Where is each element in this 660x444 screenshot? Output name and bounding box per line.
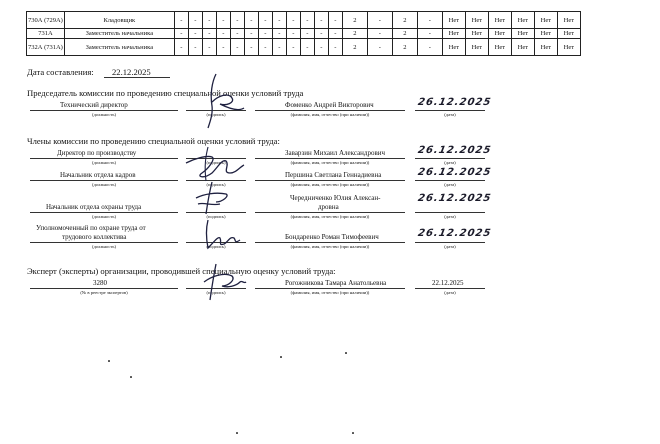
table-cell: - — [244, 29, 258, 39]
table-cell: Нет — [557, 12, 580, 29]
table-cell: - — [202, 39, 216, 56]
signature-line — [415, 110, 485, 111]
caption-position: (должность) — [91, 182, 117, 187]
scan-speck — [130, 376, 132, 378]
caption-fio: (фамилия, имя, отчество (при наличии)) — [290, 160, 370, 165]
signature-line — [415, 158, 485, 159]
table-cell: Нет — [442, 29, 465, 39]
table-cell: Нет — [511, 39, 534, 56]
scan-speck — [280, 356, 282, 358]
signature-line — [255, 180, 405, 181]
caption-position: (должность) — [91, 112, 117, 117]
signature-line — [415, 212, 485, 213]
caption-fio: (фамилия, имя, отчество (при наличии)) — [290, 182, 370, 187]
member-name: Першина Светлана Геннадиевна — [285, 171, 382, 179]
table-cell: 2 — [342, 29, 367, 39]
member-name: Заварзин Михаил Александрович — [285, 149, 386, 157]
chairman-date: 26.12.2025 — [417, 97, 493, 108]
row-name: Заместитель начальника — [64, 39, 174, 56]
caption-date: (дата) — [444, 244, 456, 249]
table-cell: - — [328, 12, 342, 29]
table-row — [27, 12, 581, 29]
table-cell: - — [272, 39, 286, 56]
table-cell: 2 — [392, 39, 417, 56]
table-cell: 2 — [342, 12, 367, 29]
table-cell: - — [272, 12, 286, 29]
caption-fio: (фамилия, имя, отчество (при наличии)) — [290, 214, 370, 219]
member-signature — [190, 180, 234, 216]
table-cell: - — [230, 39, 244, 56]
table-cell: 2 — [392, 12, 417, 29]
member-date: 26.12.2025 — [417, 193, 493, 204]
table-cell: - — [286, 12, 300, 29]
caption-date: (дата) — [444, 290, 456, 295]
caption-date: (дата) — [444, 112, 456, 117]
table-cell: Нет — [511, 12, 534, 29]
members-heading: Члены комиссии по проведению специальной оценки условий труда: — [27, 136, 280, 146]
table-row — [27, 39, 581, 56]
expert-heading: Эксперт (эксперты) организации, проводившей специальную оценку условий труда: — [27, 266, 336, 276]
table-cell: - — [367, 39, 392, 56]
signature-line — [30, 288, 178, 289]
table-cell: - — [216, 39, 230, 56]
table-cell: - — [188, 29, 202, 39]
signature-line — [255, 288, 405, 289]
row-name: Заместитель начальника — [64, 29, 174, 39]
caption-signature: (подпись) — [206, 182, 226, 187]
member-name-line1: Чередниченко Юлия Алексан- — [290, 194, 381, 202]
caption-date: (дата) — [444, 214, 456, 219]
scan-speck — [108, 360, 110, 362]
member-position: Начальник отдела охраны труда — [46, 203, 142, 211]
table-cell: - — [174, 39, 188, 56]
member-name-line2: дровна — [318, 203, 339, 211]
table-cell: - — [258, 29, 272, 39]
table-cell: - — [367, 12, 392, 29]
table-cell: - — [417, 39, 442, 56]
table-cell: - — [417, 12, 442, 29]
table-cell: Нет — [557, 39, 580, 56]
table-cell: - — [258, 12, 272, 29]
table-cell: - — [216, 29, 230, 39]
signature-line — [255, 110, 405, 111]
table-cell: - — [286, 29, 300, 39]
table-cell: Нет — [442, 39, 465, 56]
scan-speck — [352, 432, 354, 434]
row-name: Кладовщик — [64, 12, 174, 29]
table-cell: Нет — [488, 39, 511, 56]
table-cell: - — [314, 12, 328, 29]
table-cell: - — [188, 39, 202, 56]
expert-date: 22.12.2025 — [432, 279, 464, 287]
caption-signature: (подпись) — [206, 214, 226, 219]
signature-line — [30, 180, 178, 181]
table-cell: - — [286, 39, 300, 56]
table-cell: - — [202, 12, 216, 29]
row-code: 731А — [27, 29, 65, 39]
signature-line — [30, 212, 178, 213]
chairman-signature — [198, 72, 248, 132]
table-cell: - — [328, 39, 342, 56]
caption-signature: (подпись) — [206, 244, 226, 249]
table-cell: Нет — [488, 12, 511, 29]
table-cell: Нет — [465, 29, 488, 39]
caption-date: (дата) — [444, 182, 456, 187]
chairman-position: Технический директор — [60, 101, 128, 109]
date-compiled-line — [104, 77, 170, 78]
expert-name: Рогожникова Тамара Анатольевна — [285, 279, 387, 287]
table-cell: - — [230, 29, 244, 39]
signature-line — [30, 110, 178, 111]
member-position-line1: Уполномоченный по охране труда от — [36, 224, 146, 232]
member-position: Директор по производству — [57, 149, 137, 157]
table-cell: Нет — [488, 29, 511, 39]
table-cell: - — [174, 12, 188, 29]
signature-line — [255, 212, 405, 213]
table-cell: - — [367, 29, 392, 39]
table-cell: Нет — [534, 39, 557, 56]
table-cell: - — [230, 12, 244, 29]
caption-registry: (№ в реестре экспертов) — [80, 290, 128, 295]
caption-position: (должность) — [91, 244, 117, 249]
member-date: 26.12.2025 — [417, 228, 493, 239]
caption-position: (должность) — [91, 160, 117, 165]
table-cell: - — [202, 29, 216, 39]
row-code: 730А (729А) — [27, 12, 65, 29]
signature-line — [415, 242, 485, 243]
table-row — [27, 29, 581, 39]
table-cell: Нет — [557, 29, 580, 39]
table-cell: - — [188, 12, 202, 29]
chairman-heading: Председатель комиссии по проведению специальной оценки условий труда — [27, 88, 304, 98]
signature-line — [415, 180, 485, 181]
table-cell: - — [314, 29, 328, 39]
table-cell: - — [258, 39, 272, 56]
table-cell: Нет — [534, 12, 557, 29]
table-cell: - — [417, 29, 442, 39]
signature-line — [255, 158, 405, 159]
caption-fio: (фамилия, имя, отчество (при наличии)) — [290, 112, 370, 117]
table-cell: Нет — [465, 12, 488, 29]
table-cell: Нет — [442, 12, 465, 29]
table-cell: - — [328, 29, 342, 39]
caption-signature: (подпись) — [206, 290, 226, 295]
caption-date: (дата) — [444, 160, 456, 165]
scan-speck — [236, 432, 238, 434]
caption-fio: (фамилия, имя, отчество (при наличии)) — [290, 290, 370, 295]
table-cell: 2 — [342, 39, 367, 56]
caption-fio: (фамилия, имя, отчество (при наличии)) — [290, 244, 370, 249]
table-cell: - — [300, 39, 314, 56]
table-cell: Нет — [534, 29, 557, 39]
member-position-line2: трудового коллектива — [62, 233, 127, 241]
caption-signature: (подпись) — [206, 112, 226, 117]
signature-line — [255, 242, 405, 243]
expert-registry-no: 3280 — [93, 279, 107, 287]
table-cell: - — [244, 39, 258, 56]
table-cell: - — [300, 29, 314, 39]
table-cell: Нет — [511, 29, 534, 39]
signature-line — [415, 288, 485, 289]
member-date: 26.12.2025 — [417, 167, 493, 178]
table-cell: Нет — [465, 39, 488, 56]
caption-signature: (подпись) — [206, 160, 226, 165]
chairman-name: Фоменко Андрей Викторович — [285, 101, 374, 109]
table-cell: - — [216, 12, 230, 29]
signature-line — [30, 242, 178, 243]
date-compiled-value: 22.12.2025 — [112, 67, 151, 77]
member-signature — [196, 216, 242, 252]
table-cell: - — [314, 39, 328, 56]
scan-speck — [345, 352, 347, 354]
table-cell: 2 — [392, 29, 417, 39]
table-cell: - — [174, 29, 188, 39]
member-position: Начальник отдела кадров — [60, 171, 136, 179]
row-code: 732А (731А) — [27, 39, 65, 56]
expert-signature — [200, 262, 248, 302]
table-cell: - — [272, 29, 286, 39]
member-name: Бондаренко Роман Тимофеевич — [285, 233, 379, 241]
member-signature — [182, 143, 246, 185]
results-table — [26, 11, 581, 56]
table-cell: - — [300, 12, 314, 29]
caption-position: (должность) — [91, 214, 117, 219]
date-compiled-label: Дата составления: — [27, 67, 94, 77]
signature-line — [30, 158, 178, 159]
table-cell: - — [244, 12, 258, 29]
member-date: 26.12.2025 — [417, 145, 493, 156]
